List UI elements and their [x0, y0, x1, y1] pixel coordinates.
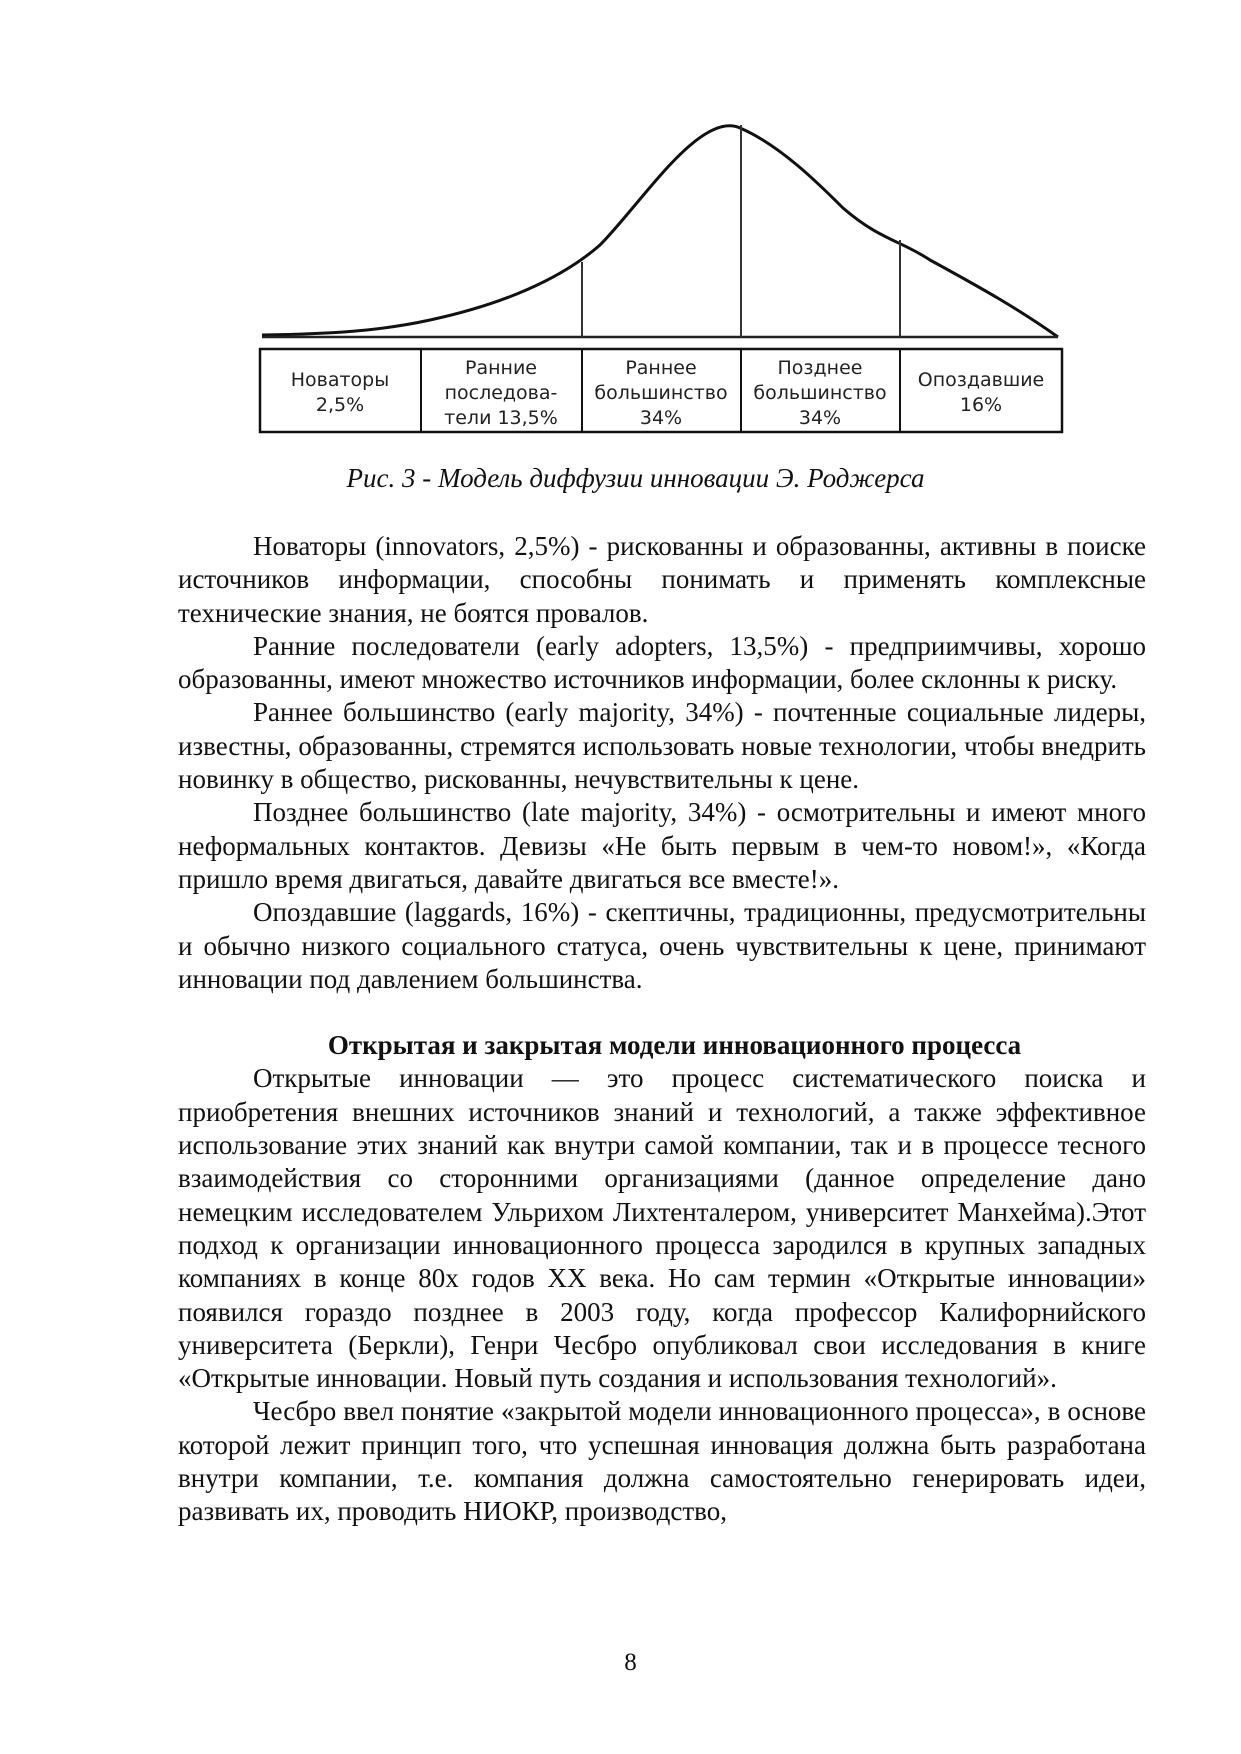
- adopter-descriptions: [178, 530, 1146, 1529]
- diffusion-curve-figure: [0, 0, 1241, 460]
- stage-innovators: [291, 369, 390, 416]
- svg-text:тели 13,5%: тели 13,5%: [444, 407, 558, 429]
- svg-text:большинство: большинство: [753, 382, 887, 404]
- section-spacer: [178, 996, 1146, 1029]
- svg-text:Позднее: Позднее: [777, 357, 863, 379]
- paragraph-early-adopters: Ранние последователи (early adopters, 13,5%) - предприимчивы, хорошо образованны, имеют множество источников информации, более склонны к риску.: [178, 630, 1146, 695]
- paragraph-laggards: Опоздавшие (laggards, 16%) - скептичны, традиционны, предусмотрительны и обычно низкого социального статуса, очень чувствительны к цене, принимают инновации под давлением большинства.: [178, 897, 1146, 994]
- figure-caption: Рис. 3 - Модель диффузии инновации Э. Роджерса: [346, 463, 925, 493]
- stage-early-adopters: [444, 357, 558, 429]
- stage-late-majority: [753, 357, 886, 429]
- svg-text:16%: 16%: [959, 394, 1003, 416]
- svg-text:Новаторы: Новаторы: [290, 369, 390, 391]
- paragraph-innovators: Новаторы (innovators, 2,5%) - рискованны и образованны, активны в поиске источников информации, способны понимать и применять комплексные технические знания, не боятся провалов.: [178, 531, 1146, 628]
- paragraph-closed-model: Чесбро ввел понятие «закрытой модели инновационного процесса», в основе которой лежит принцип того, что успешная инновация должна быть разработана внутри компании, т.е. компания должна самостоятельно генерировать идеи, развивать их, проводить НИОКР, производство,: [178, 1396, 1146, 1527]
- paragraph-open-innovation: Открытые инновации — это процесс систематического поиска и приобретения внешних источников знаний и технологий, а также эффективное использование этих знаний как внутри самой компании, так и в процессе тесного взаимодействия со сторонними организациями (данное определение дано немецким исследователем Ульрихом Лихтенталером, университет Манхейма).Этот подход к организации инновационного процесса зародился в крупных западных компаниях в конце 80х годов XX века. Но сам термин «Открытые инновации» появился гораздо позднее в 2003 году, когда профессор Калифорнийского университета (Беркли), Генри Чесбро опубликовал свои исследования в книге «Открытые инновации. Новый путь создания и использования технологий».: [178, 1063, 1146, 1394]
- svg-text:34%: 34%: [798, 407, 842, 429]
- stage-laggards: [918, 369, 1045, 416]
- svg-text:34%: 34%: [639, 407, 683, 429]
- svg-text:большинство: большинство: [594, 382, 728, 404]
- paragraph-early-majority: Раннее большинство (early majority, 34%) - почтенные социальные лидеры, известны, образованны, стремятся использовать новые технологии, чтобы внедрить новинку в общество, рискованны, нечувствительны к цене.: [178, 697, 1146, 795]
- bell-curve: [262, 126, 1058, 337]
- paragraph-late-majority: Позднее большинство (late majority, 34%) - осмотрительны и имеют много неформальных контактов. Девизы «Не быть первым в чем-то новом!», «Когда пришло время двигаться, давайте двигаться все вместе!».: [178, 797, 1146, 894]
- svg-text:2,5%: 2,5%: [315, 394, 365, 416]
- stage-early-majority: [594, 357, 727, 429]
- page-number: 8: [624, 1649, 637, 1676]
- svg-text:Раннее: Раннее: [625, 357, 697, 379]
- svg-text:Опоздавшие: Опоздавшие: [917, 369, 1045, 391]
- section-heading: Открытая и закрытая модели инновационного процесса: [327, 1030, 1022, 1061]
- svg-text:Ранние: Ранние: [465, 357, 537, 379]
- svg-text:последова-: последова-: [444, 382, 558, 404]
